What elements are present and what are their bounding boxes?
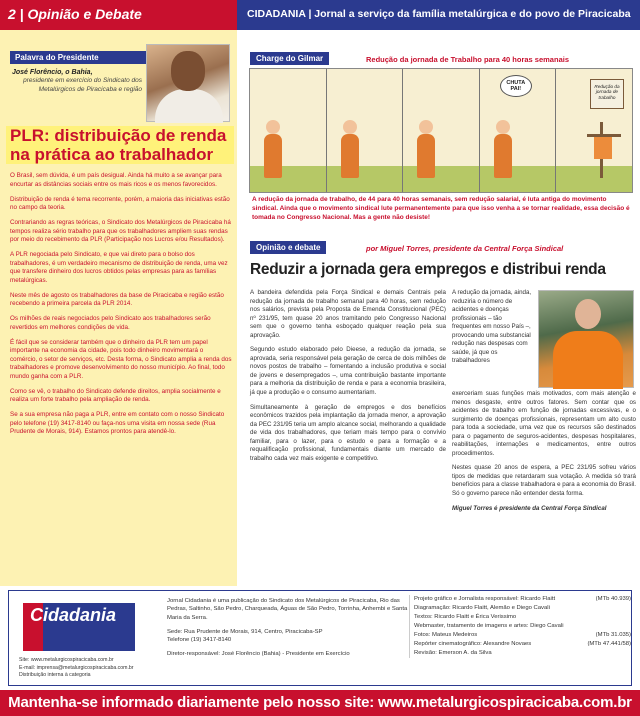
bottom-banner[interactable]: Mantenha-se informado diariamente pelo nosso site: www.metalurgicospiracicaba.com.br <box>0 690 640 716</box>
site-link[interactable]: Site: www.metalurgicospiracicaba.com.br <box>19 657 114 663</box>
opinion-title: Reduzir a jornada gera empregos e distribui renda <box>250 261 606 278</box>
cartoon-panel <box>250 69 327 192</box>
director: Diretor-responsável: José Florêncio (Bahia) - Presidente em Exercício <box>167 651 350 658</box>
president-name: José Florêncio, o Bahia, <box>12 69 93 76</box>
cartoon-panel <box>403 69 480 192</box>
cartoon-strip <box>249 68 633 193</box>
title-line: na prática ao trabalhador <box>6 145 234 164</box>
author-photo <box>538 290 634 388</box>
president-role: presidente em exercício do Sindicato dos Metalúrgicos de Piracicaba e região <box>23 77 142 94</box>
footer-publisher <box>167 597 411 659</box>
paragraph: A redução da jornada, ainda, reduziria o número de acidentes e doenças profissionais – tão frequentes em nosso País –, provocando uma substancial redução nas despesas com saúde, já que os trabalhadores <box>452 289 532 365</box>
footer-contact <box>19 657 159 680</box>
scarecrow-figure <box>600 122 622 178</box>
author-signature: Miguel Torres é presidente da Central Força Sindical <box>452 504 607 512</box>
opinion-column-1 <box>250 289 446 469</box>
paragraph: O Brasil, sem dúvida, é um país desigual. Ainda há muito a se avançar para encurtar as distâncias sociais entre os mais ricos e os menos favorecidos. <box>10 172 222 188</box>
paragraph: Como se vê, o trabalho do Sindicato defende direitos, amplia socialmente e realiza um forte trabalho pela ampliação de renda. <box>10 387 221 403</box>
cartoon-title: Redução da jornada de Trabalho para 40 horas semanais <box>366 55 569 64</box>
credit-row: Projeto gráfico e Jornalista responsável: Ricardo Flaitt (MTb 40.939) <box>414 596 631 602</box>
address: Sede: Rua Prudente de Morais, 914, Centro, Piracicaba-SP <box>167 628 323 635</box>
footer-box <box>8 590 632 686</box>
credit-row: Revisão: Emerson A. da Silva <box>414 649 492 656</box>
cartoon-label: Charge do Gilmar <box>250 52 329 65</box>
paragraph: Se a sua empresa não paga a PLR, entre em contato com o nosso Sindicato pelo telefone (19) 3417-8140 ou faça-nos uma visita em nossa sede (Rua Prudente de Morais, 914). Estamos prontos para atendê-lo. <box>10 411 225 435</box>
credit-row: Diagramação: Ricardo Flaitt, Alemão e Diego Cavali <box>414 604 550 611</box>
paragraph: exerceriam suas funções mais motivados, com mais atenção e menos desgaste, entre outros fatores. Sem contar que os acidentes de trabalho em função de jornadas excessivas, e o surgimento de doenças profissionais, representam um alto custo para toda a sociedade, uma vez que os recursos são destinados para o pagamento de seguros-acidentes, despesas hospitalares, reabilitações, internações e medicamentos, entre outros procedimentos. <box>452 390 636 457</box>
paragraph: Contrariando as regras teóricas, o Sindicato dos Metalúrgicos de Piracicaba há tempos realiza sério trabalho para que os trabalhadores ampliem suas rendas por meio do recebimento da PLR (Participação nos Lucros e/ou Resultados). <box>10 219 231 243</box>
paragraph: É fácil que se considerar também que o dinheiro da PLR tem um papel importante na economia da cidade, pois todo dinheiro movimentará o comércio, o setor de serviços, etc. Desta forma, o Sindicato amplia a renda dos trabalhadores e promove desenvolvimento do nosso município. Ao final, todo mundo ganha com a PLR. <box>10 338 232 380</box>
publisher-text: Jornal Cidadania é uma publicação do Sindicato dos Metalúrgicos de Piracicaba, Rio das Pedras, Saltinho, São Pedro, Charqueada, Águas de São Pedro, Torrinha, Anhembi e Santa Maria da Serra. <box>167 598 408 621</box>
paragraph: Simultaneamente à geração de empregos e dos benefícios econômicos trazidos pela implantação da jornada menor, a aprovação da PEC 231/95 teria um amplo alcance social, melhorando a qualidade de vida dos trabalhadores, que teriam mais tempo para o convívio familiar, para o lazer, para o estudo e para a formação e a requalificação profissional, fundamentais diante um mercado de trabalho cada vez mais exigente e competitivo. <box>250 403 446 462</box>
cartoon-panel <box>327 69 404 192</box>
president-label: Palavra do Presidente <box>10 51 150 64</box>
cartoon-sign: Redução da jornada de trabalho <box>590 79 624 109</box>
credit-row: Repórter cinematográfico: Alexandre Novaes (MTb 47.441/58) <box>414 640 631 647</box>
opinion-column-2-top <box>452 289 532 366</box>
distribution-note: Distribuição interna à categoria <box>19 672 91 679</box>
email-link[interactable]: E-mail: imprensa@metalurgicospiracicaba.com.br <box>19 664 134 671</box>
phone: Telefone (19) 3417-8140 <box>167 637 232 644</box>
credit-row: Webmaster, tratamento de imagens e artes: Diego Cavali <box>414 622 564 629</box>
masthead: CIDADANIA | Jornal a serviço da família metalúrgica e do povo de Piracicaba <box>237 0 640 30</box>
paragraph: Distribuição de renda é tema recorrente, porém, a maioria das iniciativas estão no campo da teoria. <box>10 195 230 211</box>
logo-text: Cidadania <box>29 605 117 625</box>
credit-row: Textos: Ricardo Flaitt e Érica Verissimo <box>414 613 517 620</box>
cartoon-panel <box>556 69 632 192</box>
cartoon-caption: A redução da jornada de trabalho, de 44 para 40 horas semanais, sem redução salarial, é luta antiga do movimento sindical. Ainda que o movimento sindical lute permanentemente para que isso venha a se tornar realidade, essa decisão é tomada no Congresso Nacional. Mas a gente não desiste! <box>252 196 630 221</box>
speech-bubble: CHUTA PAI! <box>500 75 532 97</box>
title-line: PLR: distribuição de renda <box>6 126 234 145</box>
paragraph: Neste mês de agosto os trabalhadores da base de Piracicaba e região estão recebendo a primeira parcela da PLR 2014. <box>10 291 224 307</box>
paragraph: Segundo estudo elaborado pelo Dieese, a redução da jornada, se aprovada, seria responsável pela geração de cerca de dois milhões de novos postos de trabalho – fomentando a inclusão produtiva e social de jovens e desempregados –, uma contribuição bastante importante para a melhoria da distribuição de renda e para a economia brasileira, já que a produção e o consumo aumentariam. <box>250 346 446 397</box>
paragraph: Os milhões de reais negociados pelo Sindicato aos trabalhadores serão revertidos em melhores condições de vida. <box>10 315 211 331</box>
cartoon-panel <box>480 69 557 192</box>
paragraph: A PLR negociada pelo Sindicato, e que vai direto para o bolso dos trabalhadores, é um verdadeiro mecanismo de distribuição de renda, uma vez que transfere dinheiro dos lucros obtidos pelas empresas para as famílias metalúrgicas. <box>10 251 228 284</box>
footer-credits <box>409 595 631 658</box>
paragraph: Nestes quase 20 anos de espera, a PEC 231/95 sofreu vários tipos de medidas que retardaram sua votação. A medida só trará benefícios para a classe trabalhadora e para a economia do Brasil. Só o governo parece não entender desta forma. <box>452 464 636 498</box>
president-photo <box>146 44 230 122</box>
section-title: 2 | Opinião e Debate <box>0 0 237 30</box>
left-article-body <box>10 172 232 443</box>
opinion-label: Opinião e debate <box>250 241 326 254</box>
left-article-title <box>6 126 234 164</box>
opinion-author: por Miguel Torres, presidente da Central Força Sindical <box>366 244 564 253</box>
page-header <box>0 0 640 30</box>
president-credit <box>12 68 142 95</box>
credit-row: Fotos: Mateus Medeiros (MTb 31.035) <box>414 631 631 638</box>
opinion-column-2 <box>452 390 636 519</box>
paragraph: A bandeira defendida pela Força Sindical e demais Centrais pela redução da jornada de trabalho semanal para 40 horas, sem redução nos salários, prevista pela Proposta de Emenda Constitucional (PEC) nº 231/95, tem quase 20 anos tramitando pelo Congresso Nacional sem que o governo tenha esboçado qualquer reação pela sua aprovação. <box>250 289 446 339</box>
